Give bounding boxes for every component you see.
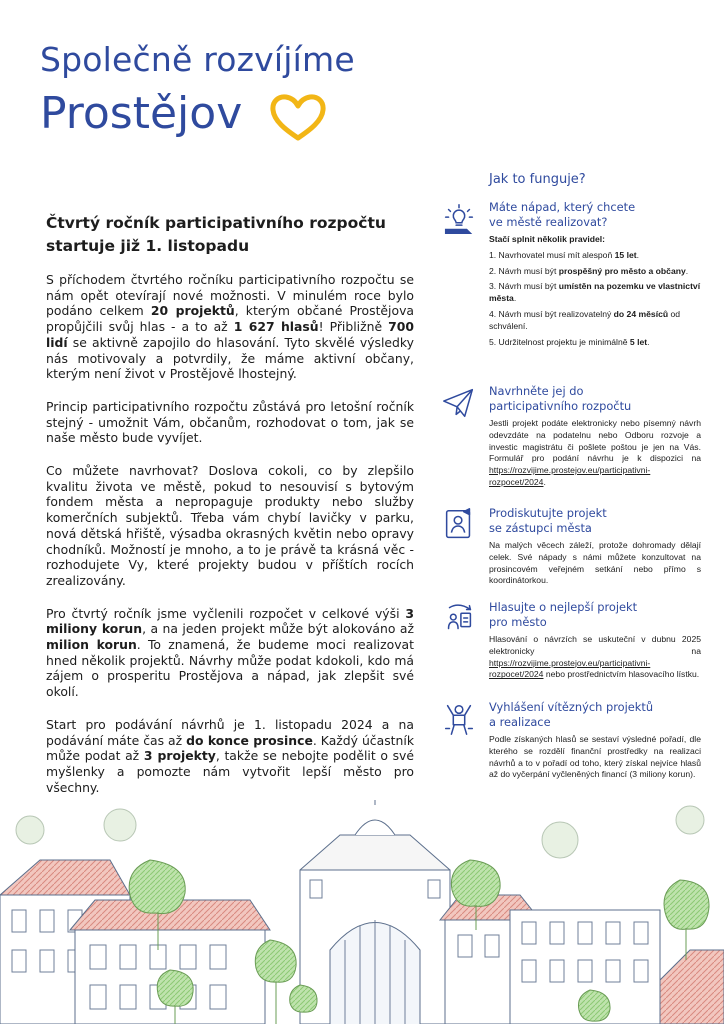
step-4-body: Hlasování o návrzích se uskuteční v dubnu 2025 elektronicky na https://rozvijime.prostejov.eu/participativni-rozpocet/2024 nebo prostřednictvím hlasovacího lístku. (489, 634, 701, 680)
lightbulb-icon (440, 200, 478, 238)
vote-link[interactable]: https://rozvijime.prostejov.eu/participativni-rozpocet/2024 (489, 657, 651, 680)
step-2-title (489, 384, 701, 414)
step-1-intro: Stačí splnit několik pravidel: (489, 234, 606, 244)
p4-text: Pro čtvrtý ročník jsme vyčlenili rozpočet v celkové výši (46, 605, 406, 621)
article-title-line-1: Čtvrtý ročník participativního rozpočtu (46, 214, 386, 232)
step-1-title-line-1: Máte nápad, který chcete (489, 200, 636, 214)
p4-bold-budget: 3 miliony korun (46, 605, 414, 637)
p5-text: Start pro podávání návrhů je 1. listopadu 2024 a na podávání máte čas až (46, 716, 414, 748)
step-2-title-line-2: participativního rozpočtu (489, 399, 632, 413)
vote-icon (440, 600, 478, 638)
step-3-title-line-2: se zástupci města (489, 521, 592, 535)
discussion-icon (440, 506, 478, 544)
p1-text: , kterým občané Prostějova propůjčili svůj hlas - a to až (46, 303, 414, 335)
p1-bold-people: 700 lidí (46, 319, 414, 350)
article-title (46, 212, 426, 258)
step-2-title-line-1: Navrhněte jej do (489, 384, 584, 398)
p1-bold-projects: 20 projektů (150, 303, 235, 319)
paragraph-1 (46, 272, 414, 382)
article-title-line-2: startuje již 1. listopadu (46, 237, 250, 255)
rule-item: 4. Návrh musí být realizovatelný do 24 měsíců od schválení. (489, 308, 681, 331)
rule-item: 3. Návrh musí být umístěn na pozemku ve vlastnictví města. (489, 281, 701, 304)
paper-plane-icon (440, 384, 478, 422)
paragraph-5 (46, 717, 414, 796)
rule-item: 1. Navrhovatel musí mít alespoň 15 let. (489, 249, 639, 260)
step-5-title-line-2: a realizace (489, 715, 551, 729)
rules-list (489, 250, 701, 349)
p4-text: , a na jeden projekt může být alokováno až (142, 621, 414, 637)
step-4-title (489, 600, 701, 630)
form-link[interactable]: https://rozvijime.prostejov.eu/participativni-rozpocet/2024 (489, 465, 651, 487)
step-3-title-line-1: Prodiskutujte projekt (489, 506, 607, 520)
p5-text: , takže se nebojte podělit o své myšlenky a pomozte nám vytvořit lepší město pro všechny. (46, 748, 415, 795)
p5-bold-count: 3 projekty (143, 748, 216, 764)
step-3-body: Na malých věcech záleží, protože dohromady dělají celek. Své nápady s námi můžete konzultovat na prosincovém veřejném setkání nebo přímo s koordinátorkou. (489, 540, 701, 586)
p1-bold-votes: 1 627 hlasů (233, 319, 319, 335)
p5-text: . Každý účastník může podat až (46, 732, 415, 764)
step-3-title (489, 506, 701, 536)
article-body (46, 272, 414, 812)
p5-bold-deadline: do konce prosince (186, 732, 313, 748)
step-5-body: Podle získaných hlasů se sestaví výsledné pořadí, dle kterého se rozdělí finanční prostředky na realizaci návrhů a to v pořadí od toho, který získal nejvíce hlasů až do vyčerpání vyčleněných financí (3 miliony korun). (489, 734, 701, 780)
paragraph-3: Co můžete navrhovat? Doslova cokoli, co by zlepšilo kvalitu života ve městě, pokud to nesouvisí s bytovým fondem města a nepropaguje produkty nebo služby komerčních subjektů. Třeba vám chybí lavičky v parku, nová dětská hřiště, výsadba okrasných květin nebo opravy chodníků. Možností je mnoho, a to je právě ta krásná věc - rozhodujete Vy, které projekty budou v příštích rocích zrealizovány. (46, 463, 414, 588)
p4-bold-limit: milion korun (46, 637, 137, 653)
rule-item: 2. Návrh musí být prospěšný pro město a občany. (489, 265, 689, 276)
step-4-title-line-2: pro město (489, 615, 547, 629)
p1-text: ! Přibližně (318, 319, 389, 335)
step-2-body: Jestli projekt podáte elektronicky nebo písemný návrh odevzdáte na podatelnu nebo Odboru rozvoje a investic magistrátu či pošlete poštou je jen na Vás. Formulář pro podání návrhu je k dispozici na https://rozvijime.prostejov.eu/participativni-rozpocet/2024. (489, 418, 701, 487)
brand-line-2: Prostějov (40, 88, 243, 139)
townscape-illustration (0, 800, 724, 1024)
p1-text: se aktivně zapojilo do hlasování. Tyto skvělé výsledky nás motivovaly a potvrdily, že máme aktivní občany, kterým není život v Prostějově lhostejný. (46, 334, 414, 382)
heart-logo-icon (268, 92, 328, 144)
celebration-icon (440, 700, 478, 738)
p1-text: S příchodem čtvrtého ročníku participativního rozpočtu se nám opět otevírají nové možnosti. V minulém roce bylo podáno celkem (46, 272, 414, 319)
step-5-title (489, 700, 701, 730)
step-1-title (489, 200, 701, 230)
paragraph-2: Princip participativního rozpočtu zůstává pro letošní ročník stejný - umožnit Vám, občanům, rozhodovat o tom, jak se naše město bude vyvíjet. (46, 398, 414, 446)
paragraph-4 (46, 606, 414, 700)
step-5-title-line-1: Vyhlášení vítězných projektů (489, 700, 654, 714)
rule-item: 5. Udržitelnost projektu je minimálně 5 let. (489, 336, 650, 347)
step-1-title-line-2: ve městě realizovat? (489, 215, 608, 229)
p4-text: . To znamená, že budeme moci realizovat hned několik projektů. Návrhy může podat kdokoli, kdo má zájem o prosperitu Prostějova a nápad, jak zlepšit své okolí. (46, 637, 414, 700)
brand-line-1: Společně rozvíjíme (40, 40, 355, 79)
sidebar-heading: Jak to funguje? (489, 172, 586, 187)
step-4-title-line-1: Hlasujte o nejlepší projekt (489, 600, 638, 614)
